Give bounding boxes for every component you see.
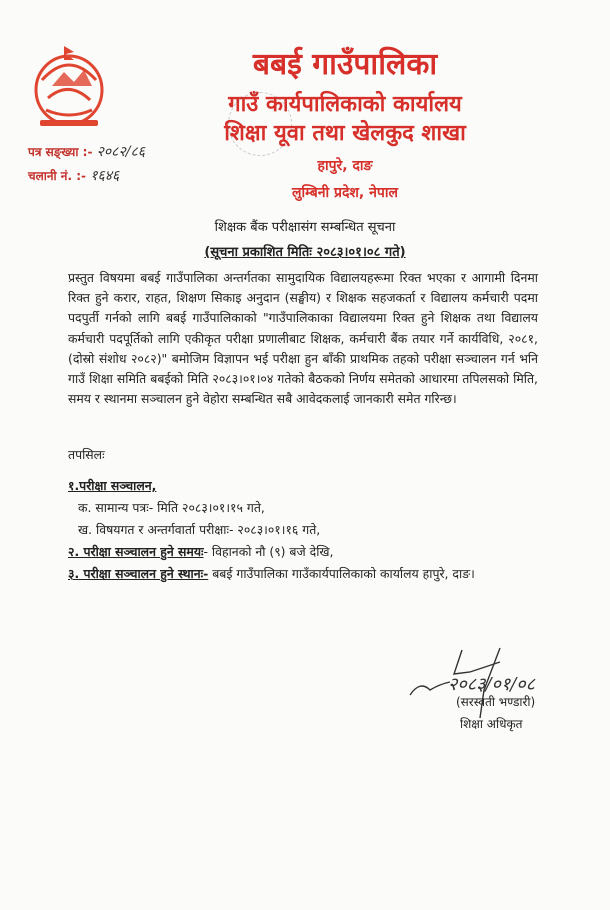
notice-body: प्रस्तुत विषयमा बबई गाउँपालिका अन्तर्गतका सामुदायिक विद्यालयहरूमा रिक्त भएका र आगामी दिनमा रिक्त हुने करार, राहत, शिक्षण सिकाइ अनुदान (सङ्घीय) र शिक्षक सहजकर्ता र विद्यालय कर्मचारी पदमा पदपुर्ती गर्नको लागि बबई गाउँपालिकाको "गाउँपालिकाका विद्यालयमा रिक्त हुने शिक्षक तथा विद्यालय कर्मचारी पदपूर्तिको लागि एकीकृत परीक्षा प्रणालीबाट शिक्षक, कर्मचारी बैंक तयार गर्ने कार्यविधि, २०८१, (दोस्रो संशोध २०८२)" बमोजिम विज्ञापन भई परीक्षा हुन बाँकी प्राथमिक तहको परीक्षा सञ्चालन गर्न भनि गाउँ शिक्षा समिति बबईको मिति २०८३।०१।०४ गतेको बैठकको निर्णय समेतको आधारमा तपिलसको मिति, समय र स्थानमा सञ्चालन हुने वेहोरा सम्बन्धित सबै आवेदकलाई जानकारी समेत गरिन्छ। bbox=[68, 270, 538, 407]
dispatch-number-value: १६४६ bbox=[90, 168, 120, 184]
signatory-name: (सरस्वती भण्डारी) bbox=[456, 695, 536, 709]
section2-label: २. परीक्षा सञ्चालन हुने समयः bbox=[68, 544, 204, 559]
dispatch-number bbox=[28, 166, 119, 185]
letter-number-value: २०८२/८६ bbox=[96, 144, 146, 160]
notice-subject: शिक्षक बैंक परीक्षासंग सम्बन्धित सूचना bbox=[214, 220, 396, 235]
section3-venue bbox=[68, 565, 475, 582]
item-general-paper: क. सामान्य पत्रः- मिति २०८३।०१।१५ गते, bbox=[78, 500, 265, 515]
published-date-text: (सूचना प्रकाशित मितिः २०८३।०१।०८ गते) bbox=[204, 245, 406, 260]
dispatch-number-label: चलानी नं. :- bbox=[28, 169, 86, 183]
municipality-name: बबई गाउँपालिका bbox=[252, 47, 438, 82]
section-name: शिक्षा यूवा तथा खेलकुद शाखा bbox=[224, 121, 466, 146]
section2-value: - विहानको नौ (९) बजे देखि, bbox=[203, 544, 334, 559]
signature-date: २०८३/०१/०८ bbox=[448, 674, 536, 695]
letter-number bbox=[28, 142, 145, 161]
published-date bbox=[0, 242, 610, 260]
letter-number-label: पत्र सङ्ख्या :- bbox=[28, 145, 93, 159]
office-address: हापुरे, दाङ bbox=[317, 158, 373, 174]
section2-time bbox=[68, 543, 334, 560]
province: लुम्बिनी प्रदेश, नेपाल bbox=[292, 185, 398, 201]
section1-title: १.परीक्षा सञ्चालन, bbox=[68, 478, 157, 493]
item-subject-interview: ख. विषयगत र अन्तर्गवार्ता परीक्षाः- २०८३।०१।१६ गते, bbox=[78, 522, 321, 537]
details-label: तपसिलः bbox=[68, 447, 105, 462]
section3-value: बबई गाउँपालिका गाउँकार्यपालिकाको कार्यालय हापुरे, दाङ। bbox=[208, 566, 475, 581]
section3-label: ३. परीक्षा सञ्चालन हुने स्थानः- bbox=[68, 566, 209, 581]
office-stamp bbox=[228, 92, 292, 156]
office-name: गाउँ कार्यपालिकाको कार्यालय bbox=[228, 92, 462, 117]
signatory-title: शिक्षा अधिकृत bbox=[460, 717, 523, 731]
